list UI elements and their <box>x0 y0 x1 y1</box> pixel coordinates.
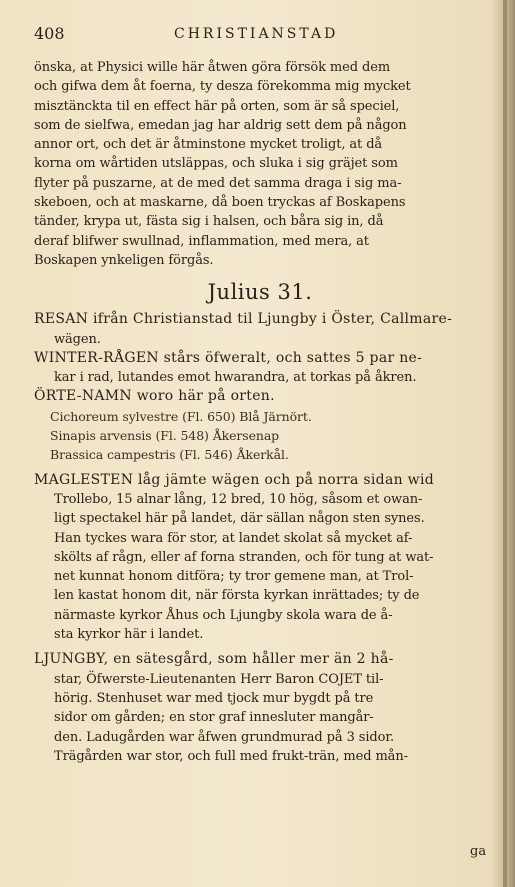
text-line: sta kyrkor här i landet. <box>54 627 204 643</box>
text-line: net kunnat honom ditföra; ty tror gemene man, at Trol- <box>54 569 414 585</box>
text-line: korna om wårtiden utsläppas, och sluka i sig gräjet som <box>34 156 398 172</box>
paragraph-continued <box>34 58 486 270</box>
text-line: Trollebo, 15 alnar lång, 12 bred, 10 hög, såsom et owan- <box>54 491 423 507</box>
plant-entry: Brassica campestris (Fl. 546) Åkerkål. <box>50 447 289 463</box>
page-header <box>34 24 484 44</box>
paragraph-maglesten <box>34 471 486 645</box>
text-line: skölts af rågn, eller af forna stranden, och för tung at wat- <box>54 549 434 565</box>
plant-entry: Sinapis arvensis (Fl. 548) Åkersenap <box>50 428 280 444</box>
text-line: star, Öfwerste-Lieutenanten Herr Baron COJET til- <box>54 671 384 687</box>
text-line: MAGLESTEN låg jämte wägen och på norra sidan wid <box>34 471 434 488</box>
text-line: wägen. <box>54 331 101 347</box>
paragraph-winter-ragen <box>34 349 486 388</box>
text-line: flyter på puszarne, at de med det samma draga i sig ma- <box>34 175 402 191</box>
text-line: närmaste kyrkor Åhus och Ljungby skola wara de å- <box>54 607 393 623</box>
text-line: annor ort, och det är åtminstone mycket troligt, at då <box>34 137 383 153</box>
plant-entry: Cichoreum sylvestre (Fl. 650) Blå Järnört. <box>50 408 312 424</box>
text-line: som de sielfwa, emedan jag har aldrig sett dem på någon <box>34 117 407 133</box>
page-text <box>34 58 486 766</box>
text-line: ligt spectakel här på landet, där sällan någon sten synes. <box>54 511 425 527</box>
paragraph-resan <box>34 310 486 349</box>
text-line: hörig. Stenhuset war med tjock mur bygdt på tre <box>54 690 374 706</box>
text-line: misztänckta til en effect här på orten, som är så speciel, <box>34 98 400 114</box>
date-heading: Julius 31. <box>207 280 313 305</box>
text-line: Han tyckes wara för stor, at landet skolat så mycket af- <box>54 530 413 546</box>
running-head: CHRISTIANSTAD <box>174 26 339 42</box>
text-line: deraf blifwer swullnad, inflammation, med mera, at <box>34 233 369 249</box>
paragraph-ljungby <box>34 650 486 766</box>
text-line: RESAN ifrån Christianstad til Ljungby i Öster, Callmare- <box>34 311 453 328</box>
text-line: len kastat honom dit, när första kyrkan inrättades; ty de <box>54 588 420 604</box>
page-edge <box>503 0 507 887</box>
text-line: Boskapen ynkeligen förgås. <box>34 252 214 268</box>
text-line: och gifwa dem åt foerna, ty desza förekomma mig mycket <box>34 79 411 95</box>
text-line: sidor om gården; en stor graf innesluter mangår- <box>54 710 374 726</box>
text-line: kar i rad, lutandes emot hwarandra, at torkas på åkren. <box>54 370 417 386</box>
catchword: ga <box>470 844 487 859</box>
text-line: tänder, krypa ut, fästa sig i halsen, och båra sig in, då <box>34 214 384 230</box>
text-line: önska, at Physici wille här åtwen göra försök med dem <box>34 60 391 75</box>
text-line: skeboen, och at maskarne, då boen tryckas af Boskapens <box>34 195 406 211</box>
page-number: 408 <box>34 24 65 43</box>
text-line: ÖRTE-NAMN woro här på orten. <box>34 388 275 405</box>
text-line: Trägården war stor, och full med frukt-trän, med mån- <box>54 748 408 764</box>
text-line: LJUNGBY, en sätesgård, som håller mer än 2 hå- <box>34 651 394 668</box>
text-line: den. Ladugården war åfwen grundmurad på 3 sidor. <box>54 729 395 745</box>
text-line: WINTER-RÅGEN stårs öfweralt, och sattes 5 par ne- <box>34 349 423 366</box>
paragraph-orte-namn <box>34 387 486 464</box>
